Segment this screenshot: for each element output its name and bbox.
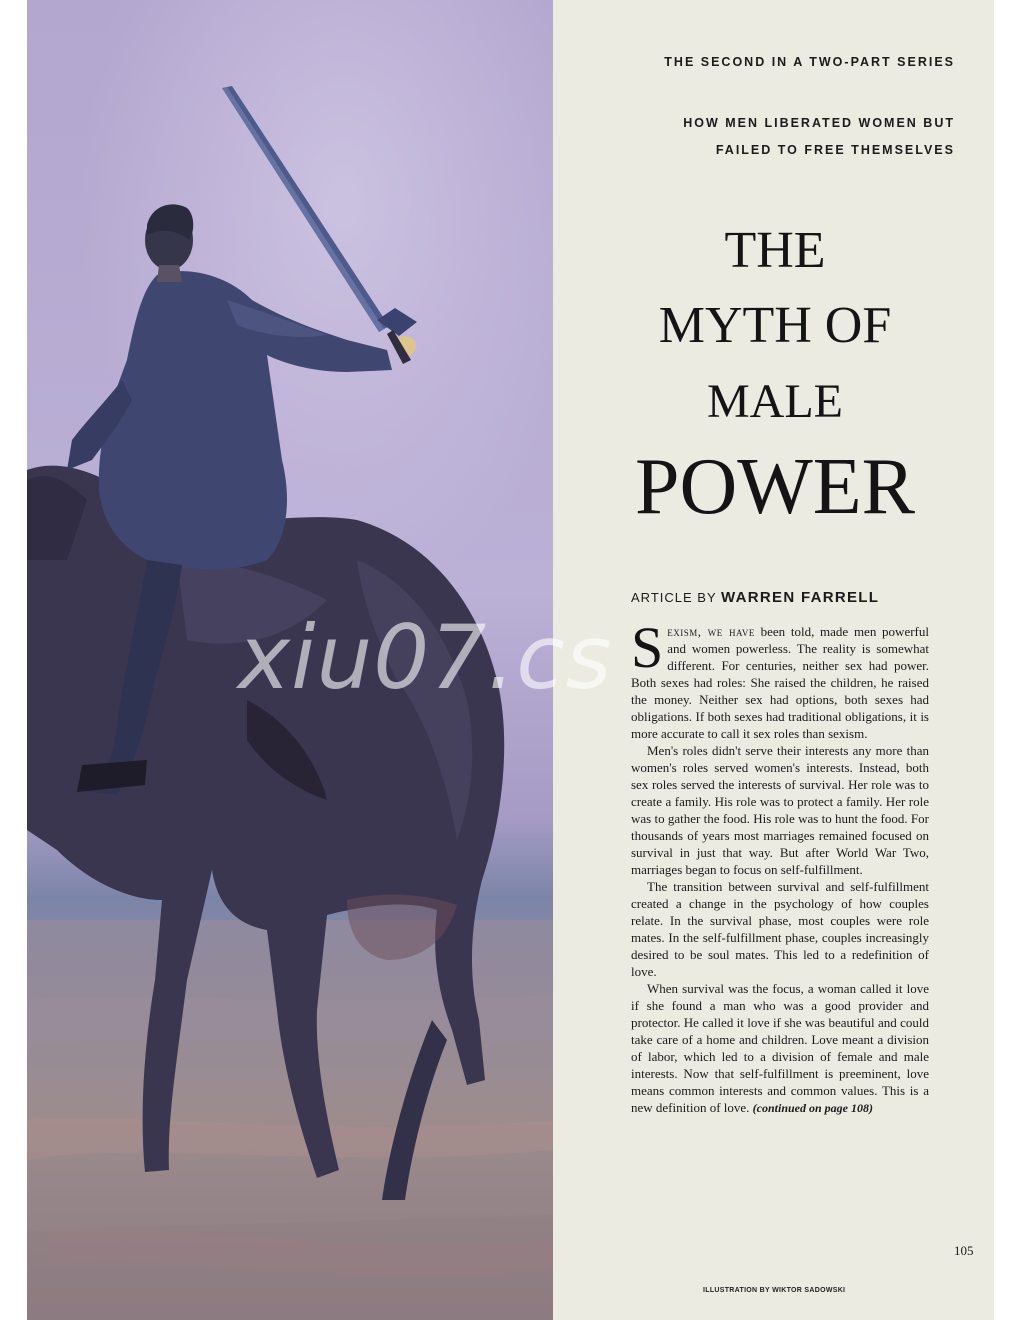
deck-line-1: HOW MEN LIBERATED WOMEN BUT [683,116,955,130]
continued-jump: (continued on page 108) [752,1101,874,1115]
drop-cap: S [631,615,664,680]
illustration-credit: ILLUSTRATION BY WIKTOR SADOWSKI [703,1287,846,1294]
paragraph-4-text: When survival was the focus, a woman called it love if she found a man who was a good provider and protector. He called it love if she was beautiful and could take care of a home and children. Love meant a division of labor, which led to a division of female and male interests. Now that self-fulfillment is preeminent, love means common interests and common values. This is a new definition of love. [631,981,929,1115]
deck-line-2: FAILED TO FREE THEMSELVES [715,143,955,157]
page-margin [994,0,1020,1320]
byline-author: WARREN FARRELL [721,589,880,606]
paragraph-2: Men's roles didn't serve their interests any more than women's roles served women's interests. Instead, both sex roles served the interests of survival. Her role was to create a family. His role was to protect a family. Her role was to gather the food. His role was to hunt the food. For thousands of years most marriages remained focused on survival in just that way. But after World War Two, marriages began to focus on self-fulfillment. [631,743,929,877]
article-body [631,615,929,1117]
page-number: 105 [954,1243,974,1258]
byline [631,589,879,606]
watermark: xiu07.cs [238,606,613,709]
paragraph-3: The transition between survival and self-fulfillment created a change in the psychology of how couples relate. In the survival phase, most couples were role mates. In the self-fulfillment phase, couples increasingly desired to be soul mates. This led to a redefinition of love. [631,879,929,979]
title-line-1: THE [724,222,826,279]
paragraph-4 [631,980,929,1117]
series-label: THE SECOND IN A TWO-PART SERIES [664,55,955,69]
paragraph-1 [631,615,929,742]
lead-in: exism, we have [667,624,755,639]
byline-prefix: ARTICLE BY [631,590,717,605]
paragraph-1-text: been told, made men powerful and women powerless. The reality is somewhat different. For centuries, neither sex had power. Both sexes had roles: She raised the children, he raised the money. Neither sex had options, both sexes had obligations. If both sexes had traditional obligations, it is more accurate to call it sex roles than sexism. [631,624,929,741]
title-line-2: MYTH OF [658,297,892,354]
title-line-3: MALE [707,375,843,428]
title-line-4: POWER [635,443,915,531]
